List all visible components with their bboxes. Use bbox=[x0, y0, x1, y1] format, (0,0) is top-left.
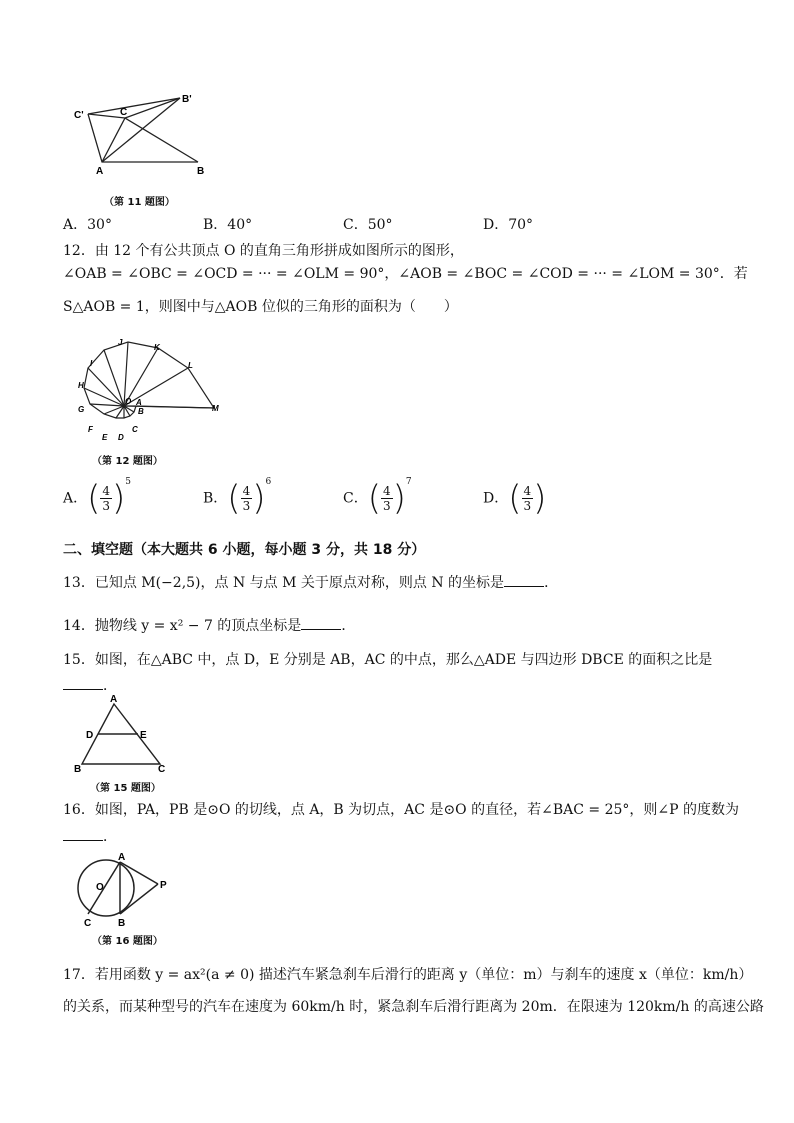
q17-line2: 的关系，而某种型号的汽车在速度为 60km/h 时，紧急刹车后滑行距离为 20m．在限速为 120km/h 的高速公路 bbox=[63, 999, 764, 1015]
q13-text: 13．已知点 M(−2,5)，点 N 与点 M 关于原点对称，则点 N 的坐标是 ． bbox=[63, 572, 558, 593]
q12-label-d: D bbox=[118, 433, 124, 442]
q16-label-p: P bbox=[160, 880, 167, 891]
q12-line3: S△AOB = 1，则图中与△AOB 位似的三角形的面积为（ ） bbox=[63, 299, 458, 315]
q12-line2: ∠OAB = ∠OBC = ∠OCD = ··· = ∠OLM = 90°，∠AOB = ∠BOC = ∠COD = ··· = ∠LOM = 30°．若 bbox=[63, 266, 748, 282]
q12-label-f: F bbox=[88, 425, 93, 434]
q16-caption: （第 16 题图） bbox=[92, 936, 163, 947]
q16-text: 16．如图，PA，PB 是⊙O 的切线，点 A，B 为切点，AC 是⊙O 的直径，若∠BAC = 25°，则∠P 的度数为 bbox=[63, 802, 739, 818]
q12-option-d: D．( $\frac{4}{3}$ ) bbox=[483, 478, 547, 519]
q12-label-h: H bbox=[78, 381, 84, 390]
q12-label-c: C bbox=[132, 425, 138, 434]
q11-label-bprime: B' bbox=[182, 94, 192, 105]
q12-label-o: O bbox=[125, 397, 132, 406]
q12-label-i: I bbox=[90, 359, 93, 368]
q14-answer-blank[interactable] bbox=[301, 615, 341, 630]
q12-label-m: M bbox=[212, 404, 219, 413]
q12-label-a: A bbox=[136, 398, 142, 407]
q11-figure bbox=[70, 90, 220, 185]
q12-label-l: L bbox=[188, 361, 193, 370]
q15-label-b: B bbox=[74, 764, 82, 775]
q15-answer-blank[interactable] bbox=[63, 675, 103, 690]
q11-label-b: B bbox=[197, 166, 205, 177]
q11-label-a: A bbox=[96, 166, 104, 177]
q12-figure bbox=[74, 338, 234, 448]
q11-label-c: C bbox=[120, 107, 128, 118]
q11-option-c: C．50° bbox=[343, 217, 393, 233]
q13-answer-blank[interactable] bbox=[504, 572, 544, 587]
q16-figure bbox=[74, 850, 174, 930]
q12-option-b: B．( $\frac{4}{3}$ )$^6$ bbox=[203, 477, 272, 519]
q15-figure bbox=[72, 694, 172, 776]
q12-label-g: G bbox=[78, 405, 85, 414]
q16-label-c: C bbox=[84, 918, 92, 929]
q15-answer-line: ． bbox=[63, 675, 117, 696]
q11-label-cprime: C' bbox=[74, 110, 84, 121]
q16-label-o: O bbox=[96, 882, 104, 893]
q12-label-k: K bbox=[154, 343, 160, 352]
q11-option-d: D．70° bbox=[483, 217, 534, 233]
q15-text: 15．如图，在△ABC 中，点 D，E 分别是 AB，AC 的中点，那么△ADE 与四边形 DBCE 的面积之比是 bbox=[63, 652, 713, 668]
q15-caption: （第 15 题图） bbox=[90, 783, 161, 794]
q12-label-j: J bbox=[118, 338, 123, 347]
q16-answer-blank[interactable] bbox=[63, 826, 103, 841]
q11-option-b: B．40° bbox=[203, 217, 253, 233]
q16-label-b: B bbox=[118, 918, 126, 929]
q12-option-a: A．( $\frac{4}{3}$ )$^5$ bbox=[63, 477, 132, 519]
q16-label-a: A bbox=[118, 852, 126, 863]
q15-label-e: E bbox=[140, 730, 147, 741]
q17-line1: 17．若用函数 y = ax²(a ≠ 0) 描述汽车紧急刹车后滑行的距离 y（单位：m）与刹车的速度 x（单位：km/h） bbox=[63, 967, 753, 983]
q12-line1: 12．由 12 个有公共顶点 O 的直角三角形拼成如图所示的图形， bbox=[63, 243, 464, 259]
q15-label-c: C bbox=[158, 764, 166, 775]
q12-label-e: E bbox=[102, 433, 108, 442]
q15-label-a: A bbox=[110, 694, 118, 705]
q15-label-d: D bbox=[86, 730, 94, 741]
q12-label-b: B bbox=[138, 407, 144, 416]
q11-option-a: A．30° bbox=[63, 217, 112, 233]
q11-caption: （第 11 题图） bbox=[104, 197, 175, 208]
section-heading: 二、填空题（本大题共 6 小题，每小题 3 分，共 18 分） bbox=[63, 542, 426, 558]
q12-caption: （第 12 题图） bbox=[92, 456, 163, 467]
q14-text: 14．抛物线 y = x² − 7 的顶点坐标是 ． bbox=[63, 615, 355, 636]
q12-option-c: C．( $\frac{4}{3}$ )$^7$ bbox=[343, 477, 412, 519]
q16-answer-line: ． bbox=[63, 826, 117, 847]
